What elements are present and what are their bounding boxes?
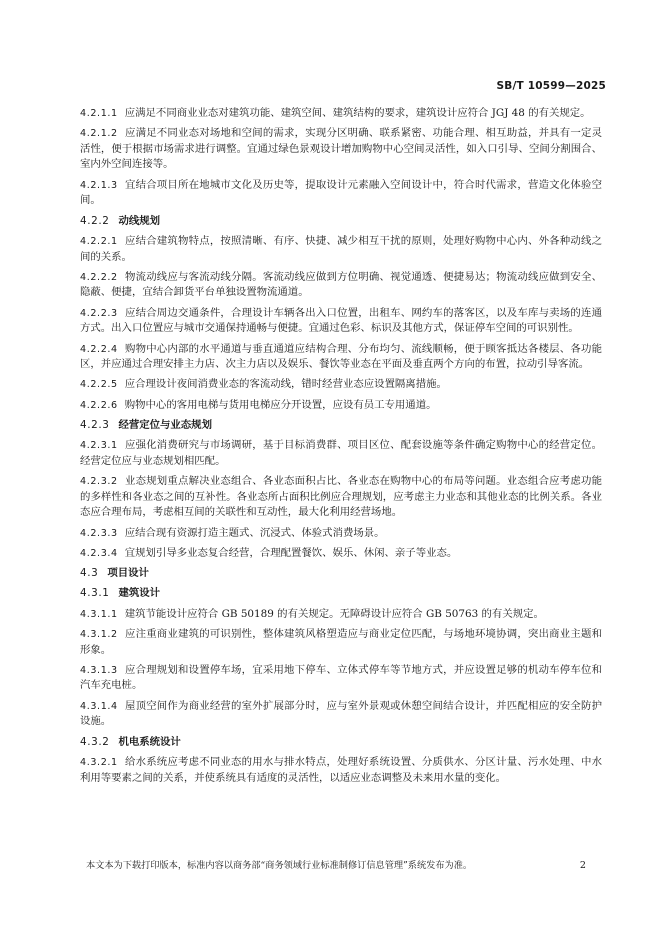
clause-text: 宜规划引导多业态复合经营，合理配置餐饮、娱乐、休闲、亲子等业态。	[124, 546, 458, 559]
clause-paragraph	[80, 398, 602, 414]
clause-paragraph	[80, 342, 602, 373]
heading-number: 4.3	[80, 567, 99, 580]
clause-paragraph	[80, 377, 602, 393]
heading-title: 建筑设计	[118, 587, 161, 600]
clause-paragraph	[80, 699, 602, 730]
clause-number: 4.2.2.1	[80, 235, 118, 247]
clause-paragraph	[80, 526, 602, 542]
clause-text: 宜结合项目所在地城市文化及历史等，提取设计元素融入空间设计中，符合时代需求，营造文化体验空间。	[80, 178, 602, 207]
clause-paragraph	[80, 178, 602, 209]
section-heading	[80, 418, 602, 434]
clause-text: 应注重商业建筑的可识别性，整体建筑风格塑造应与商业定位匹配，与场地环境协调，突出商业主题和形象。	[80, 628, 602, 656]
clause-paragraph	[80, 438, 602, 469]
heading-number: 4.2.3	[80, 418, 110, 431]
clause-number: 4.3.2.1	[80, 756, 118, 768]
clause-paragraph	[80, 607, 602, 623]
clause-paragraph	[80, 306, 602, 337]
heading-title: 动线规划	[118, 214, 161, 227]
clause-text: 应合理设计夜间消费业态的客流动线，错时经营业态应设置隔离措施。	[124, 378, 447, 391]
clause-number: 4.2.2.4	[80, 343, 118, 355]
clause-paragraph	[80, 546, 602, 562]
clause-number: 4.3.1.4	[80, 700, 118, 712]
clause-text: 应满足不同业态对场地和空间的需求，实现分区明确、联系紧密、功能合理、相互助益，并具有一定灵活性，便于根据市场需求进行调整。宜通过绿色景观设计增加购物中心空间灵活性，如入口引导、空间分割围合、室内外空间连接等。	[80, 127, 602, 171]
clause-number: 4.2.1.1	[80, 108, 118, 119]
clause-number: 4.3.1.1	[80, 608, 118, 620]
clause-text: 应结合现有资源打造主题式、沉浸式、体验式消费场景。	[124, 526, 385, 539]
section-heading	[80, 735, 602, 751]
clause-text: 业态规划重点解决业态组合、各业态面积占比、各业态在购物中心的布局等问题。业态组合应考虑功能的多样性和各业态之间的互补性。各业态所占面积比例应合理规划，应考虑主力业态和其他业态的比例关系。各业态应合理布局，考虑相互间的关联性和互动性，最大化利用经营场地。	[80, 475, 602, 519]
clause-text: 购物中心内部的水平通道与垂直通道应结构合理、分布均匀、流线顺畅，便于顾客抵达各楼层、各功能区，并应通过合理安排主力店、次主力店以及娱乐、餐饮等业态在平面及垂直两个方向的布置，拉动引导客流。	[80, 342, 602, 371]
heading-number: 4.3.2	[80, 735, 110, 748]
clause-number: 4.2.3.2	[80, 476, 118, 488]
clause-number: 4.2.2.5	[80, 379, 118, 391]
clause-number: 4.2.2.3	[80, 307, 118, 319]
clause-text: 应结合周边交通条件，合理设计车辆各出入口位置，出租车、网约车的落客区，以及车库与卖场的连通方式。出入口位置应与城市交通保持通畅与便捷。宜通过色彩、标识及其他方式，保证停车空间的可识别性。	[80, 306, 602, 335]
clause-paragraph	[80, 270, 602, 301]
section-heading	[80, 214, 602, 230]
clause-text: 屋顶空间作为商业经营的室外扩展部分时，应与室外景观或休憩空间结合设计，并匹配相应的安全防护设施。	[80, 699, 602, 728]
clause-number: 4.2.1.3	[80, 179, 118, 191]
heading-title: 机电系统设计	[118, 735, 181, 748]
clause-paragraph	[80, 106, 602, 122]
clause-text: 应合理规划和设置停车场，宜采用地下停车、立体式停车等节地方式，并应设置足够的机动车停车位和汽车充电桩。	[80, 663, 602, 692]
heading-number: 4.3.1	[80, 587, 110, 600]
clause-paragraph	[80, 126, 602, 173]
clause-number: 4.3.1.2	[80, 629, 118, 640]
clause-number: 4.2.3.3	[80, 527, 118, 539]
clause-number: 4.2.1.2	[80, 128, 118, 140]
clause-number: 4.3.1.3	[80, 664, 118, 676]
clause-paragraph	[80, 627, 602, 658]
clause-text: 物流动线应与客流动线分隔。客流动线应做到方位明确、视觉通透、便捷易达；物流动线应做到安全、隐蔽、便捷，宜结合卸货平台单独设置物流通道。	[80, 270, 602, 299]
clause-number: 4.2.3.4	[80, 547, 118, 559]
document-body	[80, 106, 602, 791]
clause-text: 应强化消费研究与市场调研，基于目标消费群、项目区位、配套设施等条件确定购物中心的经营定位。经营定位应与业态规划相匹配。	[80, 439, 602, 467]
clause-number: 4.2.2.6	[80, 399, 118, 411]
section-heading	[80, 566, 602, 582]
clause-text: 给水系统应考虑不同业态的用水与排水特点，处理好系统设置、分质供水、分区计量、污水处理、中水利用等要素之间的关系，并使系统具有适度的灵活性，以适应业态调整及未来用水量的变化。	[80, 755, 602, 784]
clause-number: 4.2.2.2	[80, 271, 118, 283]
heading-number: 4.2.2	[80, 214, 110, 227]
clause-paragraph	[80, 234, 602, 265]
clause-text: 应结合建筑物特点，按照清晰、有序、快捷、减少相互干扰的原则，处理好购物中心内、外各种动线之间的关系。	[80, 234, 602, 263]
standard-code-header: SB/T 10599—2025	[496, 80, 606, 92]
clause-number: 4.2.3.1	[80, 440, 118, 452]
clause-text: 建筑节能设计应符合 GB 50189 的有关规定。无障碍设计应符合 GB 50763 的有关规定。	[124, 607, 544, 620]
download-notice: 本文本为下载打印版本，标准内容以商务部“商务领域行业标准制修订信息管理”系统发布为准。	[86, 860, 473, 871]
clause-text: 应满足不同商业业态对建筑功能、建筑空间、建筑结构的要求，建筑设计应符合 JGJ 48 的有关规定。	[124, 107, 591, 119]
heading-title: 项目设计	[107, 567, 149, 580]
clause-paragraph	[80, 663, 602, 694]
clause-paragraph	[80, 474, 602, 521]
clause-paragraph	[80, 755, 602, 786]
section-heading	[80, 586, 602, 602]
heading-title: 经营定位与业态规划	[118, 418, 212, 431]
clause-text: 购物中心的客用电梯与货用电梯应分开设置，应设有员工专用通道。	[124, 398, 437, 411]
page-number: 2	[579, 860, 586, 871]
